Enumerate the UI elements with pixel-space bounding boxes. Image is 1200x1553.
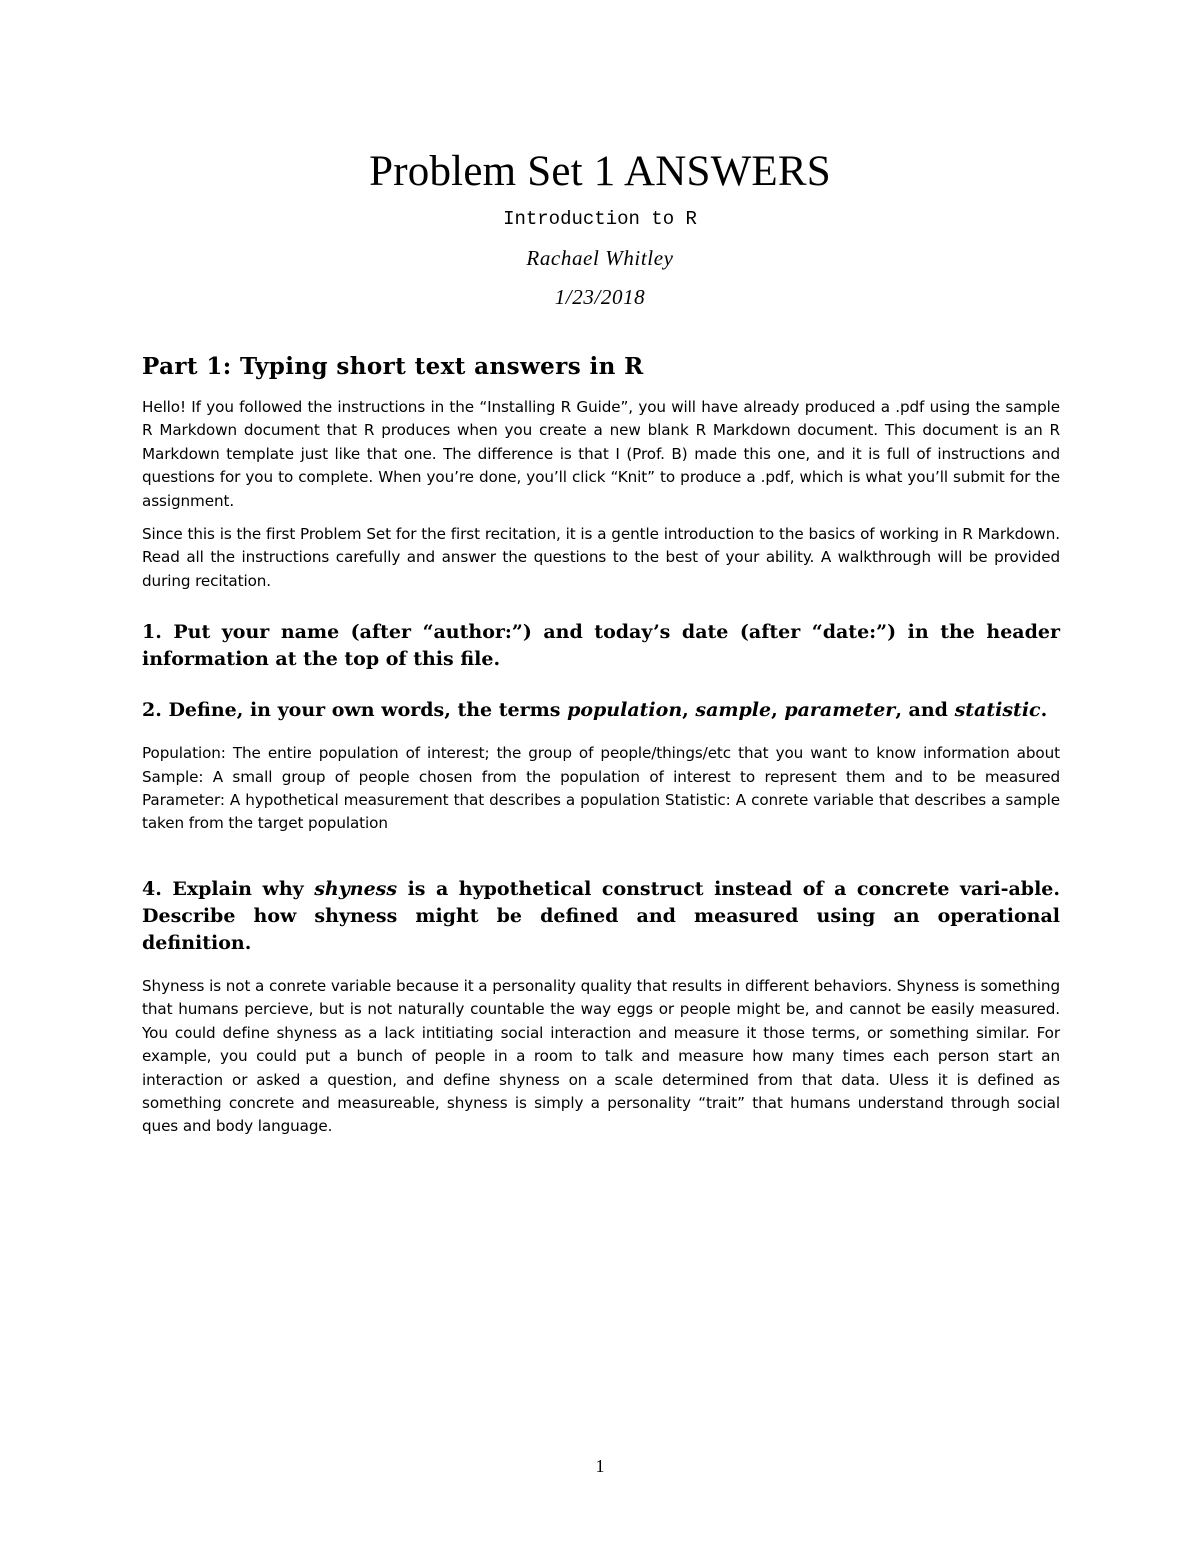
question-1-heading: 1. Put your name (after “author:”) and today’s date (after “date:”) in the header information at the top of this file.	[142, 621, 1060, 671]
intro-paragraph-2: Since this is the first Problem Set for the first recitation, it is a gentle introduction to the basics of working in R Markdown. Read all the instructions carefully and answer the questions to the best of your ability. A walkthrough will be provided during recitation.	[142, 525, 1060, 590]
page-number: 1	[595, 1456, 605, 1476]
document-date: 1/23/2018	[554, 285, 646, 309]
title-block	[0, 148, 1200, 310]
question-2-sep-2: ,	[771, 699, 785, 722]
question-2-answer: Population: The entire population of interest; the group of people/things/etc that you want to know information about Sample: A small group of people chosen from the population of interest to represent them and to be measured Parameter: A hypothetical measurement that describes a population Statistic: A conrete variable that describes a sample taken from the target population	[142, 744, 1060, 833]
term-shyness: shyness	[314, 877, 398, 900]
question-2-sep-1: ,	[682, 699, 696, 722]
document-title: Problem Set 1 ANSWERS	[369, 148, 831, 195]
term-statistic: statistic	[954, 699, 1041, 722]
question-4-suffix: is a hypothetical construct instead of a concrete vari-able. Describe how shyness might be defined and measured using an operational definition.	[142, 877, 1060, 954]
question-2-sep-3: , and	[895, 699, 955, 722]
question-4-prefix: 4. Explain why	[142, 877, 315, 900]
term-population: population	[567, 699, 683, 722]
document-author: Rachael Whitley	[526, 246, 674, 270]
question-2-prefix: 2. Define, in your own words, the terms	[142, 699, 568, 722]
question-4-answer: Shyness is not a conrete variable because it a personality quality that results in different behaviors. Shyness is something that humans percieve, but is not naturally countable the way eggs or people might be, and cannot be easily measured. You could define shyness as a lack intitiating social interaction and measure it those terms, or something similar. For example, you could put a bunch of people in a room to talk and measure how many times each person start an interaction or asked a question, and define shyness on a scale determined from that data. Uless it is defined as something concrete and measureable, shyness is simply a personality “trait” that humans understand through social ques and body language.	[142, 976, 1060, 1136]
document-subtitle: Introduction to R	[503, 208, 697, 230]
question-4-heading	[142, 876, 1060, 957]
part1-heading: Part 1: Typing short text answers in R	[142, 353, 644, 380]
intro-paragraph-1: Hello! If you followed the instructions in the “Installing R Guide”, you will have already produced a .pdf using the sample R Markdown document that R produces when you create a new blank R Markdown document. This document is an R Markdown template just like that one. The difference is that I (Prof. B) made this one, and it is full of instructions and questions for you to complete. When you’re done, you’ll click “Knit” to produce a .pdf, which is what you’ll submit for the assignment.	[142, 398, 1060, 510]
term-parameter: parameter	[784, 699, 896, 722]
question-2-heading	[142, 697, 1060, 724]
question-2-suffix: .	[1040, 699, 1048, 722]
term-sample: sample	[695, 699, 772, 722]
document-content	[142, 350, 1060, 1139]
